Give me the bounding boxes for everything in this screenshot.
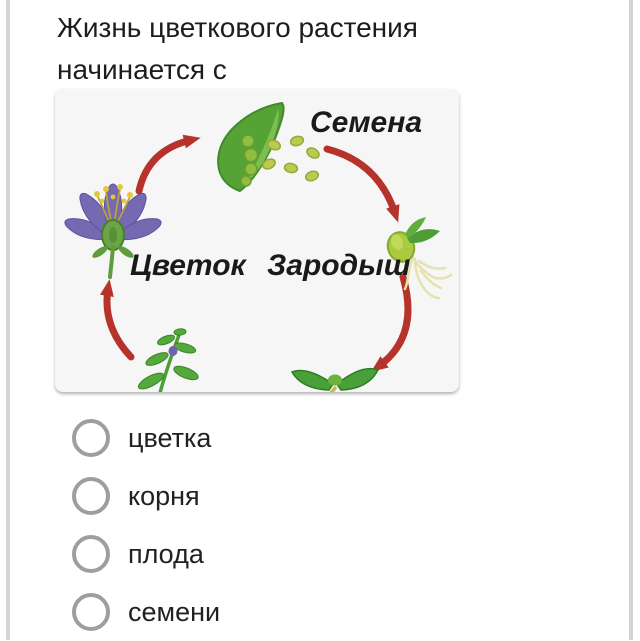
radio-icon[interactable]: [72, 535, 110, 573]
option-kornya[interactable]: [0, 467, 640, 525]
label-seeds: Семена: [310, 106, 423, 139]
option-label: плода: [128, 538, 204, 569]
label-embryo: Зародыш: [267, 249, 411, 282]
seeds-illustration: [261, 135, 321, 182]
question-title: Жизнь цветкового растения начинается с: [57, 12, 418, 85]
arrow-flower-to-seeds: [139, 140, 191, 191]
option-tsvetka[interactable]: [0, 409, 640, 467]
arrow-plant-to-flower: [107, 289, 131, 357]
seedling-illustration: [292, 369, 378, 392]
option-semeni[interactable]: [0, 583, 640, 641]
radio-icon[interactable]: [72, 419, 110, 457]
plant-illustration: [136, 328, 200, 392]
radio-icon[interactable]: [72, 477, 110, 515]
lifecycle-diagram: [55, 89, 459, 392]
arrow-embryo-to-seedling: [379, 277, 408, 366]
label-flower: Цветок: [130, 249, 246, 282]
arrow-seeds-to-embryo: [327, 149, 395, 213]
radio-icon[interactable]: [72, 593, 110, 631]
option-label: семени: [128, 596, 221, 627]
option-ploda[interactable]: [0, 525, 640, 583]
option-label: корня: [128, 480, 200, 511]
option-label: цветка: [128, 422, 212, 453]
answer-options: [0, 409, 640, 641]
